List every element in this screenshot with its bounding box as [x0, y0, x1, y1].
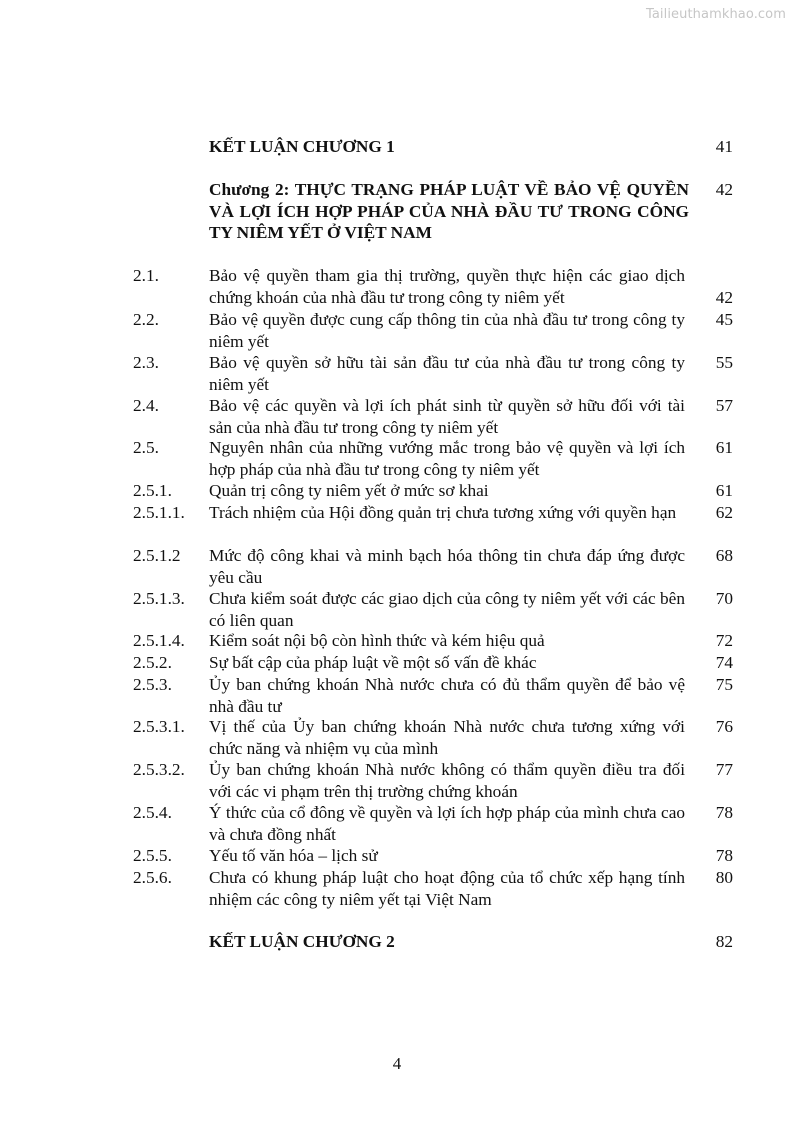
toc-entry-number: 2.5.2.: [133, 653, 172, 672]
toc-entry-number: 2.5.6.: [133, 868, 172, 887]
toc-entry-page: 78: [715, 803, 733, 822]
toc-entry-title: Bảo vệ quyền được cung cấp thông tin của nhà đầu tư trong công ty niêm yết: [209, 310, 685, 351]
page-number: 4: [392, 1054, 402, 1073]
toc-entry-number: 2.5.3.: [133, 675, 172, 694]
toc-entry-title: Ủy ban chứng khoán Nhà nước chưa có đủ thẩm quyền để bảo vệ nhà đầu tư: [209, 675, 685, 716]
toc-entry-page: 77: [715, 760, 733, 779]
toc-entry-page: 74: [715, 653, 733, 672]
toc-entry-number: 2.5.1.: [133, 481, 172, 500]
toc-entry-page: 62: [715, 503, 733, 522]
toc-entry-title: Nguyên nhân của những vướng mắc trong bảo vệ quyền và lợi ích hợp pháp của nhà đầu tư trong công ty niêm yết: [209, 438, 685, 479]
toc-entry-page: 42: [715, 287, 733, 307]
toc-entry-title: Bảo vệ quyền sở hữu tài sản đầu tư của nhà đầu tư trong công ty niêm yết: [209, 353, 685, 394]
toc-entry-number: 2.5.4.: [133, 803, 172, 822]
toc-entry-number: 2.5.: [133, 438, 159, 457]
toc-entry-title: Ý thức của cổ đông về quyền và lợi ích hợp pháp của mình chưa cao và chưa đồng nhất: [209, 803, 685, 844]
toc-entry-number: 2.5.5.: [133, 846, 172, 865]
chapter-heading: Chương 2: THỰC TRẠNG PHÁP LUẬT VỀ BẢO VỆ QUYỀN VÀ LỢI ÍCH HỢP PHÁP CỦA NHÀ ĐẦU TƯ TRONG CÔNG TY NIÊM YẾT Ở VIỆT NAM: [209, 180, 689, 242]
toc-entry-title: Kiểm soát nội bộ còn hình thức và kém hiệu quả: [209, 631, 545, 650]
toc-entry-title: Bảo vệ quyền tham gia thị trường, quyền thực hiện các giao dịch chứng khoán của nhà đầu tư trong công ty niêm yết: [209, 266, 685, 307]
toc-entry-title: KẾT LUẬN CHƯƠNG 2: [209, 932, 395, 951]
toc-entry-title: Mức độ công khai và minh bạch hóa thông tin chưa đáp ứng được yêu cầu: [209, 546, 685, 587]
toc-entry-number: 2.5.3.1.: [133, 717, 185, 736]
toc-entry-number: 2.5.1.1.: [133, 503, 185, 522]
toc-entry-page: 61: [715, 438, 733, 457]
toc-entry-page: 80: [715, 868, 733, 887]
toc-entry-page: 76: [715, 717, 733, 736]
toc-entry-page: 55: [715, 353, 733, 372]
toc-entry-number: 2.2.: [133, 310, 159, 329]
toc-entry-page: 75: [715, 675, 733, 694]
toc-entry-title: Chưa kiểm soát được các giao dịch của công ty niêm yết với các bên có liên quan: [209, 589, 685, 630]
toc-entry-page: 57: [715, 396, 733, 415]
toc-entry-number: 2.4.: [133, 396, 159, 415]
toc-entry-page: 61: [715, 481, 733, 500]
toc-entry-page: 68: [715, 546, 733, 565]
toc-entry-number: 2.5.1.3.: [133, 589, 185, 608]
toc-entry-title: Quản trị công ty niêm yết ở mức sơ khai: [209, 481, 489, 500]
toc-entry-title: Vị thế của Ủy ban chứng khoán Nhà nước chưa tương xứng với chức năng và nhiệm vụ của mình: [209, 717, 685, 758]
toc-entry-title: KẾT LUẬN CHƯƠNG 1: [209, 137, 395, 156]
toc-entry-title: Chưa có khung pháp luật cho hoạt động của tổ chức xếp hạng tính nhiệm các công ty niêm yết tại Việt Nam: [209, 868, 685, 909]
toc-entry-number: 2.3.: [133, 353, 159, 372]
toc-entry-title: Sự bất cập của pháp luật về một số vấn đề khác: [209, 653, 537, 672]
toc-entry-number: 2.5.1.2: [133, 546, 181, 565]
toc-entry-page: 42: [715, 180, 733, 199]
toc-entry-number: 2.5.1.4.: [133, 631, 185, 650]
toc-entry-page: 72: [715, 631, 733, 650]
toc-entry-title: Ủy ban chứng khoán Nhà nước không có thẩm quyền điều tra đối với các vi phạm trên thị trường chứng khoán: [209, 760, 685, 801]
toc-entry-page: 45: [715, 310, 733, 329]
toc-entry-title: Bảo vệ các quyền và lợi ích phát sinh từ quyền sở hữu đối với tài sản của nhà đầu tư trong công ty niêm yết: [209, 396, 685, 437]
toc-entry-number: 2.1.: [133, 266, 159, 285]
toc-entry-title: Trách nhiệm của Hội đồng quản trị chưa tương xứng với quyền hạn: [209, 503, 677, 522]
watermark: Tailieuthamkhao.com: [645, 7, 786, 22]
toc-entry-number: 2.5.3.2.: [133, 760, 185, 779]
toc-entry-page: 41: [715, 137, 733, 156]
toc-entry-page: 82: [715, 932, 733, 951]
toc-entry-page: 70: [715, 589, 733, 608]
toc-entry-title: Yếu tố văn hóa – lịch sử: [209, 846, 378, 865]
toc-entry-page: 78: [715, 846, 733, 865]
